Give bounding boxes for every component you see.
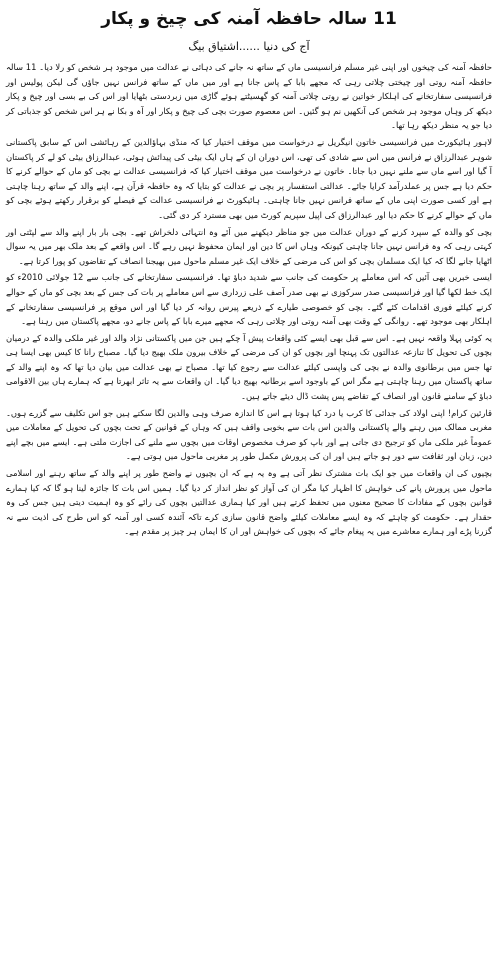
article-paragraph: حافظہ آمنہ کی چیخوں اور اپنی غیر مسلم فرانسیسی ماں کے ساتھ نہ جانے کی دہائی نے عدالت میں موجود ہر شخص کو رلا دیا۔ 11 سالہ حافظہ آمنہ روتی اور چیختی چلاتی رہی کہ مجھے بابا کے پاس جانا ہے اور میں ماں کے ساتھ فرانس نہیں جاؤں گی لیکن پولیس اور فرانسیسی سفارتخانے کی اہلکار خواتین نے روتی چلاتی آمنہ کو گھسیٹتے ہوئے گاڑی میں زبردستی بٹھایا اور اس کی بے بسی اور چیخ و پکار دیکھ کر وہاں موجود ہر شخص کی آنکھیں نم ہو گئیں۔ اس معصوم صورت بچی کی چیخ و پکار اور آہ و بکا نے ہر اس شخص کو جذباتی کر دیا جو یہ منظر دیکھ رہا تھا۔ [6,62,492,131]
article-headline: 11 سالہ حافظہ آمنہ کی چیخ و پکار [101,9,397,29]
article-paragraph: یہ کوئی پہلا واقعہ نہیں ہے۔ اس سے قبل بھی ایسے کئی واقعات پیش آ چکے ہیں جن میں پاکستانی نژاد والد اور غیر ملکی والدہ کے درمیان بچوں کی تحویل کا تنازعہ عدالتوں تک پہنچا اور بچوں کو ان کی مرضی کے خلاف بیرون ملک بھیج دیا گیا۔ مصباح رانا کا کیس بھی ایسا ہی تھا جس میں برطانوی والدہ نے بچی کی واپسی کیلئے عدالت سے رجوع کیا تھا۔ مصباح نے بھی عدالت میں بیان دیا تھا کہ وہ اپنے والد کے ساتھ پاکستان میں رہنا چاہتی ہے مگر اس کے باوجود اسے برطانیہ بھیج دیا گیا۔ ان واقعات سے یہ تاثر ابھرتا ہے کہ ہمارے ہاں بین الاقوامی دباؤ کے سامنے قانون اور انصاف کے تقاضے پس پشت ڈال دیئے جاتے ہیں۔ [6,332,492,402]
article-paragraph: لاہور ہائیکورٹ میں فرانسیسی خاتون انیگریل نے درخواست میں موقف اختیار کیا کہ منڈی بہاؤالدین کے رہائشی اس کے سابق پاکستانی شوہر عبدالرزاق نے فرانس میں اس سے شادی کی تھی، اس دوران ان کے ہاں ایک بیٹی کی پیدائش ہوئی، عبدالرزاق بیٹی کو لے کر پاکستان آ گیا اور اسے ماں سے ملنے نہیں دیا جاتا۔ خاتون نے درخواست میں موقف اختیار کیا کہ فرانسیسی عدالت نے بچی کو ماں کے حوالے کرنے کا حکم دیا ہے جس پر عملدرآمد کرایا جائے۔ عدالتی استفسار پر بچی نے عدالت کو بتایا کہ وہ حافظہ قرآن ہے، اپنے والد کے ساتھ رہنا چاہتی ہے اور کسی صورت اپنی ماں کے ساتھ فرانس نہیں جانا چاہتی۔ ہائیکورٹ نے فرانسیسی عدالت کے فیصلے کو برقرار رکھتے ہوئے بچی کو ماں کے حوالے کرنے کا حکم دیا اور عبدالرزاق کی اپیل سپریم کورٹ میں بھی مسترد کر دی گئی۔ [6,136,492,220]
article-byline: آج کی دنیا ......اشتیاق بیگ [188,40,310,53]
article-paragraph: ایسی خبریں بھی آئیں کہ اس معاملے پر حکومت کی جانب سے شدید دباؤ تھا۔ فرانسیسی سفارتخانے کی جانب سے 12 جولائی 2010ء کو ایک خط لکھا گیا اور فرانسیسی صدر سرکوزی نے بھی صدر آصف علی زرداری سے اس معاملے پر بات کی جس کے بعد بچی کو ماں کے حوالے کرنے کیلئے فوری اقدامات کئے گئے۔ بچی کو خصوصی طیارے کے ذریعے پیرس روانہ کر دیا گیا اور اس موقع پر فرانسیسی سفارتخانے کے اہلکار بھی موجود تھے۔ روانگی کے وقت بھی آمنہ روتی اور چلاتی رہی کہ مجھے میرے بابا کے پاس جانے دو، مجھے پاکستان میں رہنا ہے۔ [6,272,492,327]
article-paragraph: بچیوں کی ان واقعات میں جو ایک بات مشترک نظر آتی ہے وہ یہ ہے کہ ان بچیوں نے واضح طور پر اپنے والد کے ساتھ رہنے اور اسلامی ماحول میں پرورش پانے کی خواہش کا اظہار کیا مگر ان کی آواز کو نظر انداز کر دیا گیا۔ ہمیں اس بات کا جائزہ لینا ہو گا کہ کیا ہمارے قوانین بچوں کے مفادات کا صحیح معنوں میں تحفظ کرتے ہیں اور کیا ہماری عدالتیں بچوں کی رائے کو وہ اہمیت دیتی ہیں جس کی وہ حقدار ہے۔ حکومت کو چاہئے کہ وہ ایسے معاملات کیلئے واضح قانون سازی کرے تاکہ آئندہ کسی اور آمنہ کو اس طرح کی اذیت سے نہ گزرنا پڑے اور ہمارے معاشرے میں یہ پیغام جائے کہ بچوں کی خواہش اور ان کا ایمان ہر چیز پر مقدم ہے۔ [6,468,492,537]
article-paragraph: قارئین کرام! اپنی اولاد کی جدائی کا کرب یا درد کیا ہوتا ہے اس کا اندازہ صرف وہی والدین لگا سکتے ہیں جو اس تکلیف سے گزرے ہوں۔ مغربی ممالک میں رہنے والے پاکستانی والدین اس بات سے بخوبی واقف ہیں کہ وہاں کے قوانین کے تحت بچوں کی تحویل کے معاملات میں عموماً غیر ملکی ماں کو ترجیح دی جاتی ہے اور باپ کو صرف مخصوص اوقات میں بچوں سے ملنے کی اجازت ملتی ہے۔ ایسے میں بچے اپنے دین، زبان اور ثقافت سے دور ہو جاتے ہیں اور ان کی پرورش مکمل طور پر مغربی ماحول میں ہوتی ہے۔ [6,407,492,462]
article-body [6,60,492,539]
article-paragraph: بچی کو والدہ کے سپرد کرنے کے دوران عدالت میں جو مناظر دیکھنے میں آئے وہ انتہائی دلخراش تھے۔ بچی بار بار اپنے والد سے لپٹتی اور کہتی رہی کہ وہ فرانس نہیں جانا چاہتی کیونکہ وہاں اس کا دین اور ایمان محفوظ نہیں رہے گا۔ اس واقعے کے بعد ملک بھر میں یہ سوال اٹھایا جانے لگا کہ کیا ایک مسلمان بچی کو اس کی مرضی کے خلاف ایک غیر مسلم ماحول میں بھیجنا انصاف کے تقاضوں کو پورا کرتا ہے۔ [6,226,492,266]
